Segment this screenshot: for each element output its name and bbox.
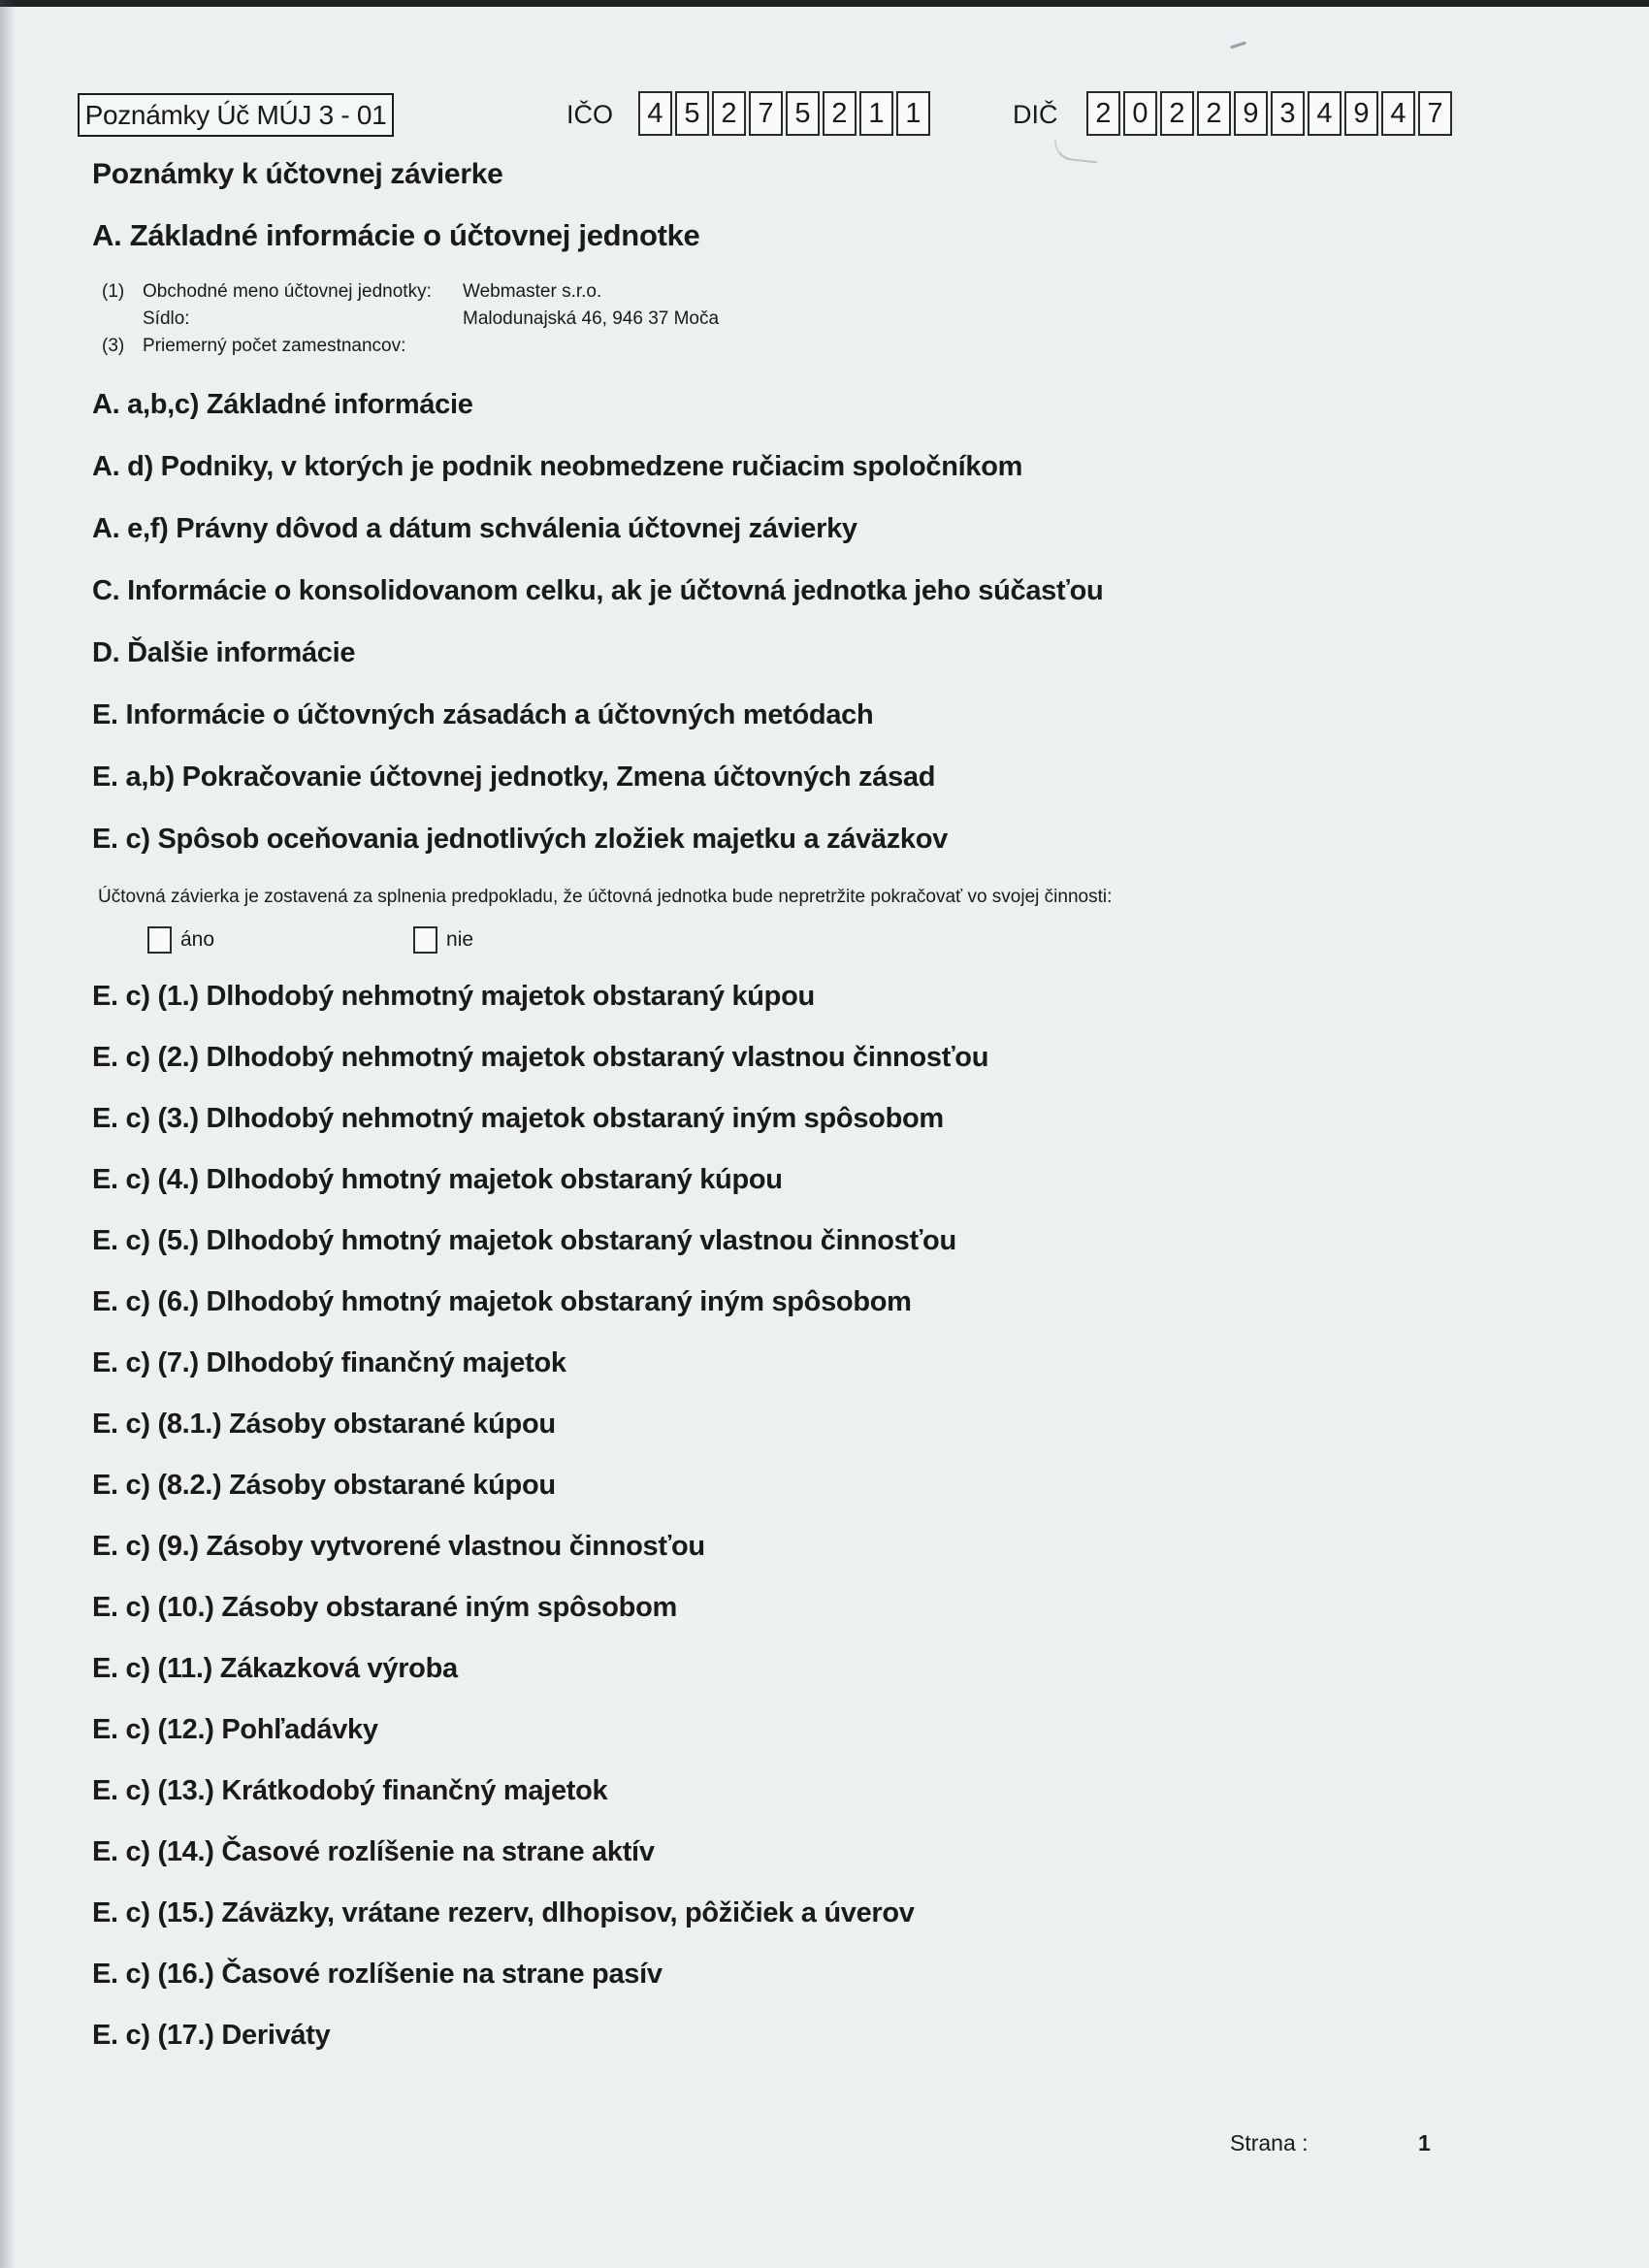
dic-digit-cell: 2 xyxy=(1086,91,1120,136)
info-row-number xyxy=(102,306,143,333)
info-row-label: Priemerný počet zamestnancov: xyxy=(143,336,406,356)
valuation-item: E. c) (6.) Dlhodobý hmotný majetok obstaraný iným spôsobom xyxy=(92,1286,912,1317)
info-row-label: Sídlo: xyxy=(143,308,190,329)
valuation-item: E. c) (12.) Pohľadávky xyxy=(92,1714,378,1745)
section-heading: E. c) Spôsob oceňovania jednotlivých zložiek majetku a záväzkov xyxy=(92,824,948,855)
page-number: 1 xyxy=(1418,2130,1431,2155)
dic-digit-cell: 0 xyxy=(1123,91,1157,136)
dic-digit-cell: 2 xyxy=(1160,91,1194,136)
valuation-item: E. c) (16.) Časové rozlíšenie na strane pasív xyxy=(92,1959,663,1990)
going-concern-option-áno xyxy=(147,926,214,954)
scan-artifact-dash xyxy=(1230,41,1246,49)
page-footer-label: Strana : xyxy=(1230,2130,1309,2155)
section-headings-list xyxy=(92,390,1576,855)
info-row-value: Malodunajská 46, 946 37 Moča xyxy=(463,308,720,329)
basic-info-row xyxy=(102,306,1576,333)
checkbox-label: áno xyxy=(180,928,215,951)
ico-digit-cell: 4 xyxy=(638,91,672,136)
dic-digit-cell: 9 xyxy=(1234,91,1268,136)
dic-digit-cell: 4 xyxy=(1308,91,1342,136)
page-title: Poznámky k účtovnej závierke xyxy=(92,158,503,190)
info-row-label: Obchodné meno účtovnej jednotky: xyxy=(143,281,432,302)
dic-digit-cell: 2 xyxy=(1197,91,1231,136)
valuation-item: E. c) (17.) Deriváty xyxy=(92,2020,331,2051)
notes-document-body xyxy=(92,158,1576,2082)
valuation-item: E. c) (2.) Dlhodobý nehmotný majetok obstaraný vlastnou činnosťou xyxy=(92,1042,989,1073)
section-heading: A. e,f) Právny dôvod a dátum schválenia účtovnej závierky xyxy=(92,513,857,544)
form-code-box xyxy=(78,93,394,137)
dic-label: DIČ xyxy=(1013,100,1058,129)
info-row-value xyxy=(463,333,1576,360)
valuation-item: E. c) (7.) Dlhodobý finančný majetok xyxy=(92,1347,566,1378)
dic-digit-cell: 9 xyxy=(1344,91,1378,136)
ico-digit-cell: 2 xyxy=(712,91,746,136)
ico-digit-cell: 5 xyxy=(675,91,709,136)
valuation-item: E. c) (8.1.) Zásoby obstarané kúpou xyxy=(92,1409,556,1440)
form-code-label: Poznámky Úč MÚJ 3 - 01 xyxy=(84,99,387,130)
ico-digit-cell: 1 xyxy=(859,91,893,136)
valuation-item: E. c) (15.) Záväzky, vrátane rezerv, dlhopisov, pôžičiek a úverov xyxy=(92,1897,915,1928)
checkbox-áno xyxy=(147,926,172,954)
basic-info-rows xyxy=(92,278,1576,360)
valuation-items-list xyxy=(92,982,1576,2051)
section-heading: C. Informácie o konsolidovanom celku, ak je účtovná jednotka jeho súčasťou xyxy=(92,575,1104,606)
section-a-heading: A. Základné informácie o účtovnej jednotke xyxy=(92,218,700,252)
valuation-item: E. c) (5.) Dlhodobý hmotný majetok obstaraný vlastnou činnosťou xyxy=(92,1225,956,1256)
valuation-item: E. c) (8.2.) Zásoby obstarané kúpou xyxy=(92,1470,556,1501)
valuation-item: E. c) (9.) Zásoby vytvorené vlastnou činnosťou xyxy=(92,1531,705,1562)
dic-digit-cell: 7 xyxy=(1418,91,1452,136)
valuation-item: E. c) (11.) Zákazková výroba xyxy=(92,1653,458,1684)
dic-digit-cell: 4 xyxy=(1381,91,1415,136)
section-heading: D. Ďalšie informácie xyxy=(92,637,356,668)
dic-digit-boxes xyxy=(1086,91,1452,136)
valuation-item: E. c) (3.) Dlhodobý nehmotný majetok obstaraný iným spôsobom xyxy=(92,1103,944,1134)
scanner-edge-top xyxy=(0,0,1649,7)
ico-digit-boxes xyxy=(638,91,930,136)
section-heading: A. d) Podniky, v ktorých je podnik neobmedzene ručiacim spoločníkom xyxy=(92,451,1023,482)
ico-digit-cell: 2 xyxy=(823,91,857,136)
ico-digit-cell: 1 xyxy=(896,91,930,136)
going-concern-option-nie xyxy=(413,926,473,954)
dic-digit-cell: 3 xyxy=(1271,91,1305,136)
going-concern-statement: Účtovná závierka je zostavená za splnenia predpokladu, že účtovná jednotka bude nepretržite pokračovať vo svojej činnosti: xyxy=(98,887,1113,907)
scanner-edge-left xyxy=(0,0,16,2268)
info-row-number: (1) xyxy=(102,281,125,302)
checkbox-label: nie xyxy=(446,928,474,951)
basic-info-row xyxy=(102,278,1576,306)
valuation-item: E. c) (4.) Dlhodobý hmotný majetok obstaraný kúpou xyxy=(92,1164,783,1195)
info-row-value: Webmaster s.r.o. xyxy=(463,281,602,302)
ico-digit-cell: 5 xyxy=(786,91,820,136)
ico-label: IČO xyxy=(566,100,614,129)
ico-digit-cell: 7 xyxy=(749,91,783,136)
basic-info-row xyxy=(102,333,1576,360)
valuation-item: E. c) (1.) Dlhodobý nehmotný majetok obstaraný kúpou xyxy=(92,981,815,1012)
valuation-item: E. c) (13.) Krátkodobý finančný majetok xyxy=(92,1775,608,1806)
going-concern-options xyxy=(92,923,1576,956)
info-row-number: (3) xyxy=(102,336,125,356)
section-heading: E. Informácie o účtovných zásadách a účtovných metódach xyxy=(92,699,874,730)
valuation-item: E. c) (14.) Časové rozlíšenie na strane aktív xyxy=(92,1836,655,1867)
section-heading: A. a,b,c) Základné informácie xyxy=(92,389,473,420)
section-heading: E. a,b) Pokračovanie účtovnej jednotky, Zmena účtovných zásad xyxy=(92,761,936,793)
valuation-item: E. c) (10.) Zásoby obstarané iným spôsobom xyxy=(92,1592,677,1623)
checkbox-nie xyxy=(413,926,437,954)
